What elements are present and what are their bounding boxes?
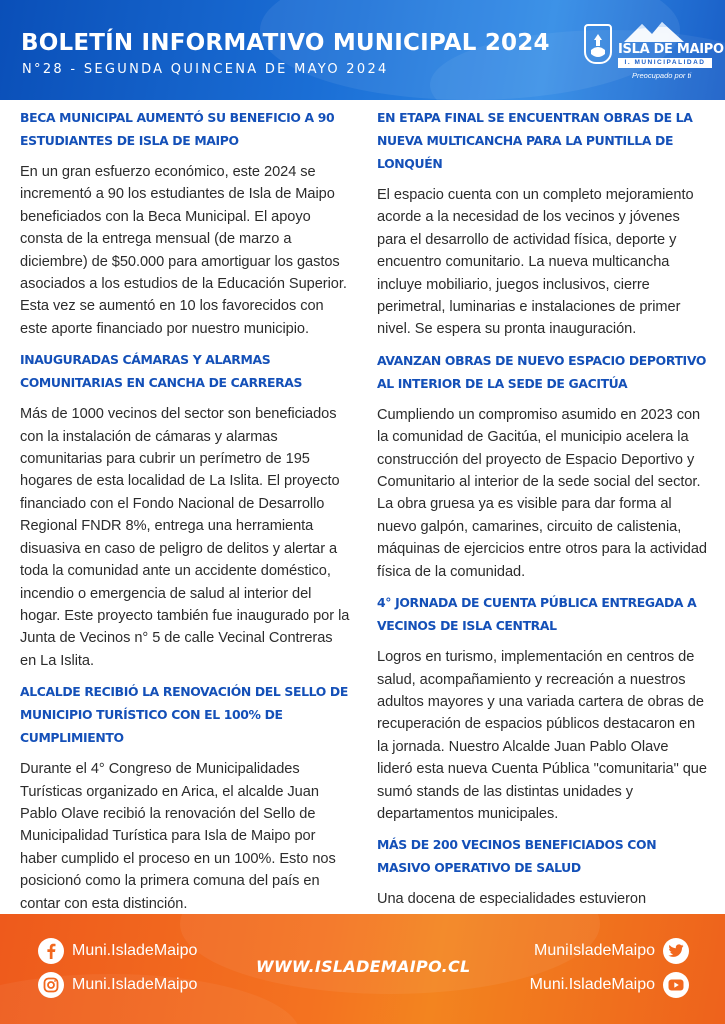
article-title: INAUGURADAS CÁMARAS Y ALARMAS COMUNITARIAS EN CANCHA DE CARRERAS [20, 352, 303, 391]
article-title: ALCALDE RECIBIÓ LA RENOVACIÓN DEL SELLO DE MUNICIPIO TURÍSTICO CON EL 100% DE CUMPLIMIENTO [20, 684, 348, 746]
article-title: MÁS DE 200 VECINOS BENEFICIADOS CON MASIVO OPERATIVO DE SALUD [377, 837, 657, 876]
youtube-handle: Muni.IsladeMaipo [529, 976, 655, 993]
facebook-handle: Muni.IsladeMaipo [72, 942, 198, 959]
facebook-link[interactable] [38, 938, 197, 964]
twitter-handle: MuniIsladeMaipo [534, 942, 655, 959]
article-body: Una docena de especialidades estuvieron [377, 891, 647, 908]
instagram-handle: Muni.IsladeMaipo [72, 976, 198, 993]
footer-banner [0, 914, 725, 1024]
twitter-icon [663, 938, 689, 964]
article-title: EN ETAPA FINAL SE ENCUENTRAN OBRAS DE LA NUEVA MULTICANCHA PARA LA PUNTILLA DE LONQUÉN [377, 110, 693, 171]
youtube-icon [663, 972, 689, 998]
article [377, 591, 707, 825]
article-body: Más de 1000 vecinos del sector son beneficiados con la instalación de cámaras y alarmas comunitarias para cubrir un perímetro de 195 hogares de esta localidad de La Islita. El proyecto financiado con el Fondo Nacional de Desarrollo Regional FNDR 8%, entrega una herramienta disuasiva en caso de peligro de delitos y alertar a toda la comunidad ante un accidente doméstico, incendio o emergencia de salud al interior del hogar. Este proyecto también fue inaugurado por la Junta de Vecinos n° 5 de calle Vecinal Contreras en La Islita. [20, 406, 350, 669]
article [20, 106, 350, 340]
right-column [377, 106, 707, 964]
article [20, 680, 350, 915]
crest-icon [584, 24, 612, 64]
article-body: En un gran esfuerzo económico, este 2024 se incrementó a 90 los estudiantes de Isla de Maipo beneficiados con la Beca Municipal. El apoyo consta de la entrega mensual (de marzo a diciembre) de $50.000 para amortiguar los gastos asociados a los estudios de la Educación Superior. Esta vez se aumentó en 10 los favorecidos con este aporte financiado por nuestro municipio. [20, 164, 347, 337]
article [377, 106, 707, 341]
twitter-link[interactable] [534, 938, 689, 964]
facebook-icon [38, 938, 64, 964]
mountains-icon [624, 20, 684, 42]
article-body: Logros en turismo, implementación en centros de salud, acompañamiento y recreación a nuestros adultos mayores y una variada cartera de obras de recuperación de espacios públicos destacaron en la jornada. Nuestro Alcalde Juan Pablo Olave lideró esta nueva Cuenta Pública "comunitaria" que sumó stands de las distintas unidades y departamentos municipales. [377, 649, 707, 822]
article [20, 348, 350, 672]
header-banner [0, 0, 725, 100]
logo-name: ISLA DE MAIPO [618, 42, 724, 57]
left-column [20, 106, 350, 923]
logo-slogan: Preocupado por ti [632, 71, 692, 80]
article-title: AVANZAN OBRAS DE NUEVO ESPACIO DEPORTIVO AL INTERIOR DE LA SEDE DE GACITÚA [377, 352, 707, 391]
article-body: El espacio cuenta con un completo mejoramiento acorde a la necesidad de los vecinos y jóvenes para el desarrollo de actividad física, deporte y encuentro comunitario. La nueva multicancha incluye mobiliario, juegos inclusivos, cierre perimetral, luminarias e instalaciones de primer nivel. Se espera su pronta inauguración. [377, 187, 694, 338]
youtube-link[interactable] [530, 972, 689, 998]
bulletin-title: BOLETÍN INFORMATIVO MUNICIPAL 2024 [21, 30, 550, 56]
instagram-link[interactable] [38, 972, 197, 998]
article [377, 349, 707, 583]
article-body: Durante el 4° Congreso de Municipalidades Turísticas organizado en Arica, el alcalde Juan Pablo Olave recibió la renovación del Sello de Municipalidad Turística para Isla de Maipo por haber cumplido el proceso en un 100%. Esto nos posicionó como la primera comuna del país en contar con esta distinción. [20, 761, 336, 912]
bulletin-subtitle: N°28 - SEGUNDA QUINCENA DE MAYO 2024 [22, 62, 389, 77]
article-title: 4° JORNADA DE CUENTA PÚBLICA ENTREGADA A VECINOS DE ISLA CENTRAL [377, 595, 697, 634]
municipality-logo [582, 20, 724, 84]
logo-unit: I. MUNICIPALIDAD [618, 58, 712, 68]
instagram-icon [38, 972, 64, 998]
website-link[interactable]: WWW.ISLADEMAIPO.CL [256, 957, 471, 976]
article-body: Cumpliendo un compromiso asumido en 2023 con la comunidad de Gacitúa, el municipio acelera la construcción del proyecto de Espacio Deportivo y Comunitario al interior de la sede social del sector. La obra gruesa ya es visible para dar forma al nuevo galpón, camarines, circuito de calistenia, máquinas de ejercicios entre otros para la actividad física de la comunidad. [377, 406, 707, 580]
article-title: BECA MUNICIPAL AUMENTÓ SU BENEFICIO A 90 ESTUDIANTES DE ISLA DE MAIPO [20, 110, 335, 148]
